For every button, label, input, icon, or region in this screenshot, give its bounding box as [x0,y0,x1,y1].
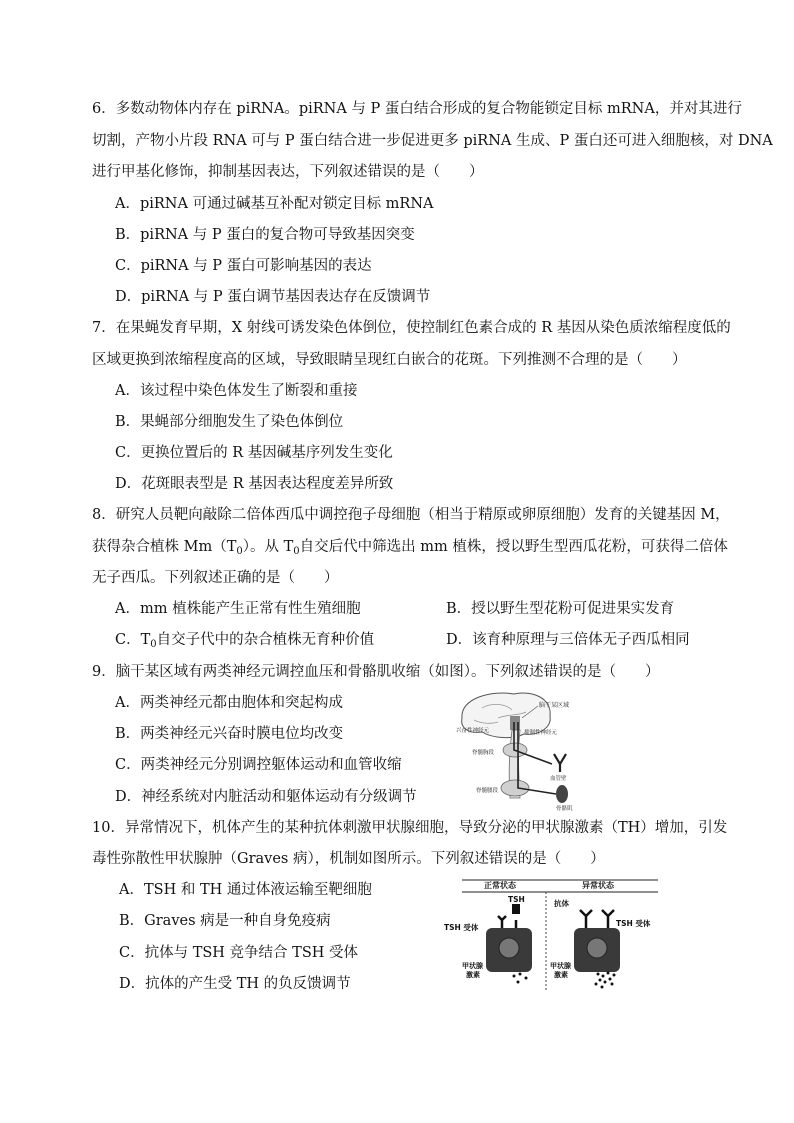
q9-neuron-figure [452,688,588,812]
q8-stem-line-1: 8．研究人员靶向敲除二倍体西瓜中调控孢子母细胞（相当于精原或卵原细胞）发育的关键基因 M， [92,507,730,523]
q8-option-a[interactable]: A．mm 植株能产生正常有性生殖细胞 [115,601,361,617]
q8-stem-line-3: 无子西瓜。下列叙述正确的是（ ） [92,570,339,586]
abnormal-hormone-dots [595,972,616,989]
label-tsh: TSH [508,895,525,904]
q6-option-c[interactable]: C．piRNA 与 P 蛋白可影响基因的表达 [115,258,372,274]
label-spinal-lumbar: 脊髓腰段 [476,788,499,794]
q9-option-c[interactable]: C．两类神经元分别调控躯体运动和血管收缩 [115,757,402,773]
label-hormone-left-1: 甲状腺 [462,962,483,970]
q7-option-d[interactable]: D．花斑眼表型是 R 基因表达程度差异所致 [115,476,394,492]
tsh-molecule-icon [512,904,520,914]
q7-option-a[interactable]: A．该过程中染色体发生了断裂和重接 [115,383,358,399]
q10-option-a[interactable]: A．TSH 和 TH 通过体液运输至靶细胞 [119,882,372,898]
label-hormone-left-2: 激素 [466,971,480,979]
label-tsh-receptor-right: TSH 受体 [616,919,651,928]
header-normal: 正常状态 [484,881,516,890]
q10-stem-line-1: 10．异常情况下，机体产生的某种抗体刺激甲状腺细胞，导致分泌的甲状腺激素（TH）增加，引发 [92,820,728,836]
label-hormone-right-2: 激素 [554,971,568,979]
blood-vessel-icon [554,754,566,772]
q7-stem-line-2: 区域更换到浓缩程度高的区域，导致眼睛呈现红白嵌合的花斑。下列推测不合理的是（ ） [92,352,687,368]
q8-option-c[interactable]: C．$T_0$自交子代中的杂合植株无育种价值 [115,632,375,650]
q6-option-b[interactable]: B．piRNA 与 P 蛋白的复合物可导致基因突变 [115,227,415,243]
label-excitatory: 兴奋性神经元 [456,728,490,734]
q10-option-d[interactable]: D．抗体的产生受 TH 的负反馈调节 [119,976,351,992]
antibody-icon-1 [580,910,592,928]
q10-stem-line-2: 毒性弥散性甲状腺肿（Graves 病），机制如图所示。下列叙述错误的是（ ） [92,851,605,867]
q6-option-d[interactable]: D．piRNA 与 P 蛋白调节基因表达存在反馈调节 [115,289,431,305]
q10-option-b[interactable]: B．Graves 病是一种自身免疫病 [119,913,331,929]
muscle-icon [556,785,568,803]
q9-option-a[interactable]: A．两类神经元都由胞体和突起构成 [115,695,343,711]
label-tsh-receptor-left: TSH 受体 [444,923,479,932]
q9-stem: 9．脑干某区域有两类神经元调控血压和骨骼肌收缩（如图）。下列叙述错误的是（ ） [92,664,660,680]
normal-receptor-icon [498,916,506,928]
label-brainstem: 脑干某区域 [539,702,570,709]
label-hormone-right-1: 甲状腺 [550,962,571,970]
antibody-icon-2 [602,910,614,928]
q6-option-a[interactable]: A．piRNA 可通过碱基互补配对锁定目标 mRNA [115,196,434,212]
q6-stem-line-1: 6．多数动物体内存在 piRNA。piRNA 与 P 蛋白结合形成的复合物能锁定目标 mRNA，并对其进行 [92,101,742,117]
q10-option-c[interactable]: C．抗体与 TSH 竞争结合 TSH 受体 [119,945,359,961]
label-antibody: 抗体 [554,899,569,908]
q7-stem-line-1: 7．在果蝇发育早期，X 射线可诱发染色体倒位，使控制红色素合成的 R 基因从染色质浓缩程度低的 [92,320,731,336]
q8-option-d[interactable]: D．该育种原理与三倍体无子西瓜相同 [446,632,690,648]
q10-graves-figure [440,876,664,992]
q8-option-b[interactable]: B．授以野生型花粉可促进果实发育 [446,601,675,617]
q6-stem-line-3: 进行甲基化修饰，抑制基因表达，下列叙述错误的是（ ） [92,164,484,180]
label-spinal-thoracic: 脊髓胸段 [472,750,495,756]
header-abnormal: 异常状态 [582,881,614,890]
q9-option-b[interactable]: B．两类神经元兴奋时膜电位均改变 [115,726,344,742]
q8-stem-line-2: 获得杂合植株 $Mm(T_0)$。从 $T_0$自交后代中筛选出 mm 植株，授以野生型西瓜花粉，可获得二倍体 [92,539,728,557]
q9-option-d[interactable]: D．神经系统对内脏活动和躯体运动有分级调节 [115,789,417,805]
label-blood-vessel: 血管壁 [550,776,567,782]
normal-hormone-dots [513,973,528,984]
label-skeletal-muscle: 骨骼肌 [556,806,573,812]
label-inhibitory: 抑制性神经元 [524,730,558,736]
q7-option-b[interactable]: B．果蝇部分细胞发生了染色体倒位 [115,414,344,430]
q7-option-c[interactable]: C．更换位置后的 R 基因碱基序列发生变化 [115,445,393,461]
q6-stem-line-2: 切割，产物小片段 RNA 可与 P 蛋白结合进一步促进更多 piRNA 生成、P 蛋白还可进入细胞核，对 DNA [92,133,773,149]
